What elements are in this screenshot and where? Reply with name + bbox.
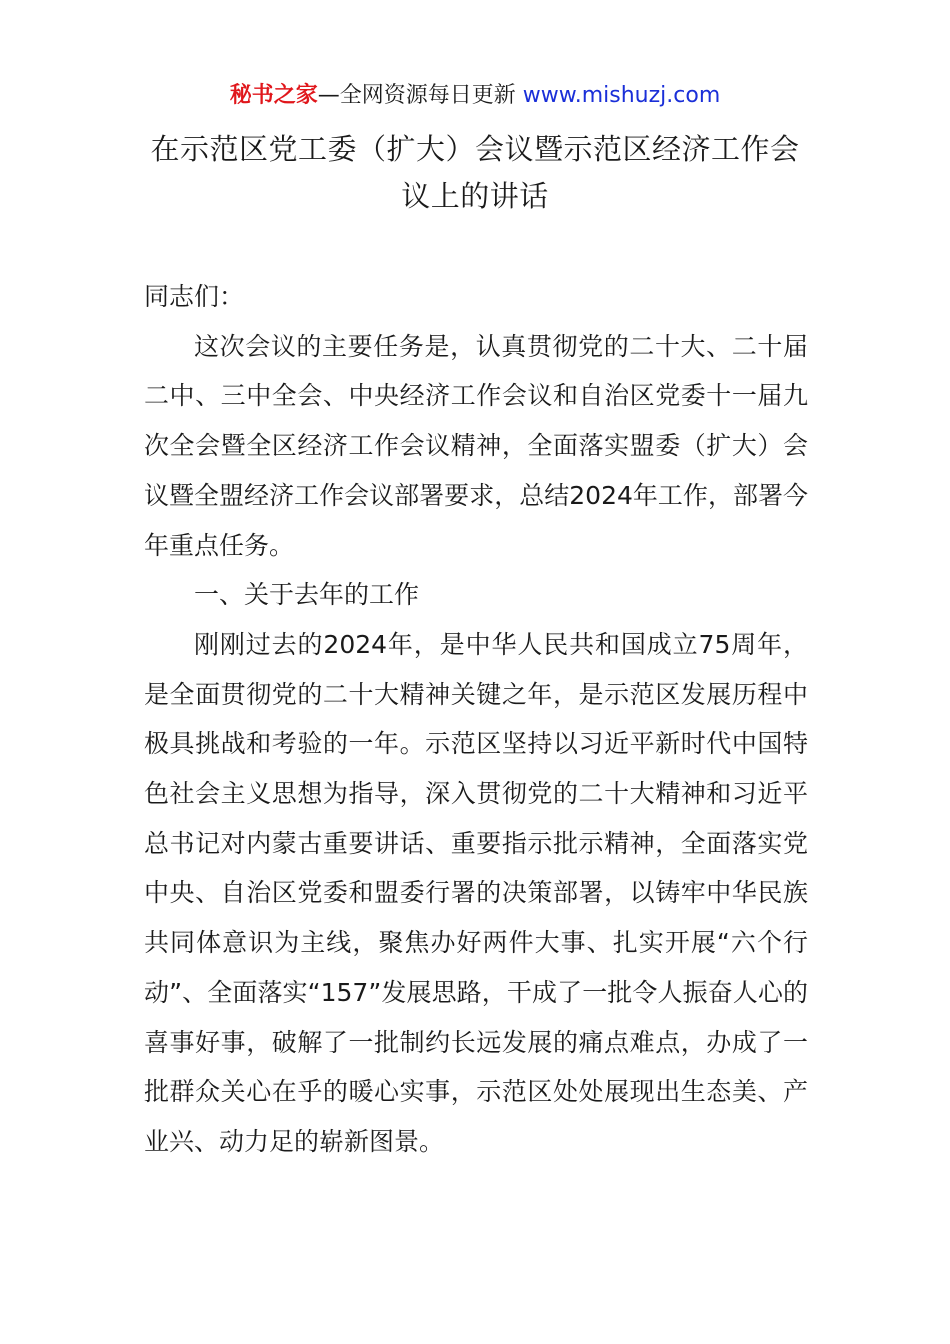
brand-name: 秘书之家 — [229, 83, 318, 108]
header-tagline: —全网资源每日更新 — [317, 83, 516, 108]
site-header — [0, 80, 950, 112]
salutation: 同志们： — [144, 282, 245, 311]
document-body — [144, 272, 808, 1167]
document-title: 在示范区党工委（扩大）会议暨示范区经济工作会议上的讲话 — [150, 132, 800, 213]
paragraph: 这次会议的主要任务是，认真贯彻党的二十大、二十届二中、三中全会、中央经济工作会议和自治区党委十一届九次全会暨全区经济工作会议精神，全面落实盟委（扩大）会议暨全盟经济工作会议部署要求，总结2024年工作，部署今年重点任务。 — [144, 331, 808, 560]
section-heading: 一、关于去年的工作 — [194, 580, 420, 610]
paragraph: 刚刚过去的2024年，是中华人民共和国成立75周年，是全面贯彻党的二十大精神关键之年，是示范区发展历程中极具挑战和考验的一年。示范区坚持以习近平新时代中国特色社会主义思想为指导，深入贯彻党的二十大精神和习近平总书记对内蒙古重要讲话、重要指示批示精神，全面落实党中央、自治区党委和盟委行署的决策部署，以铸牢中华民族共同体意识为主线，聚焦办好两件大事、扎实开展“六个行动”、全面落实“157”发展思路，干成了一批令人振奋人心的喜事好事，破解了一批制约长远发展的痛点难点，办成了一批群众关心在乎的暖心实事，示范区处处展现出生态美、产业兴、动力足的崭新图景。 — [144, 629, 808, 1156]
site-url-link[interactable]: www.mishuzj.com — [522, 83, 721, 108]
